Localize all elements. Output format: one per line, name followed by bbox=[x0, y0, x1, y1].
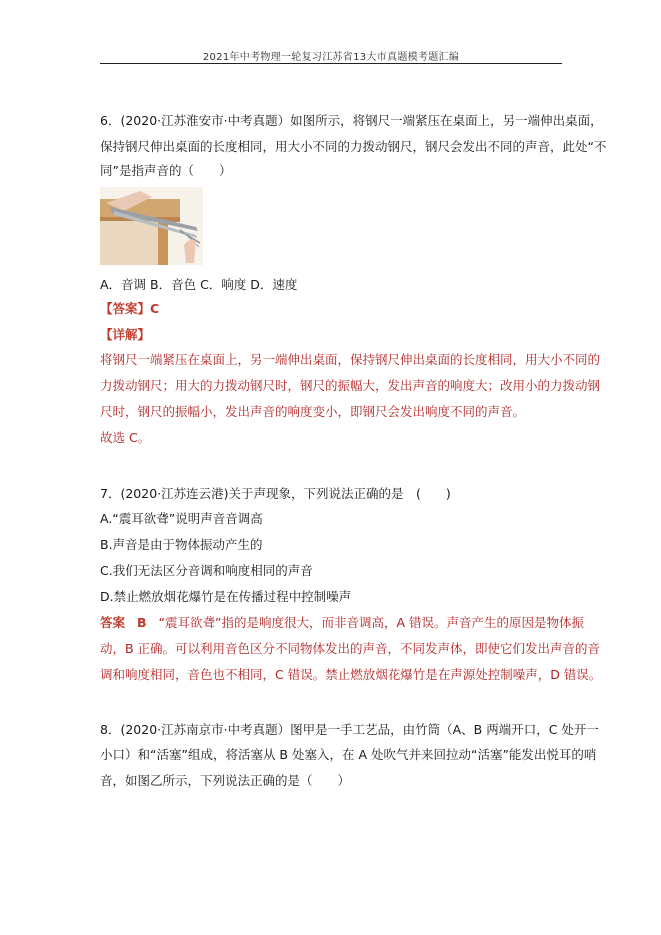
q6-detail-title: 【详解】 bbox=[100, 327, 151, 342]
q6-detail-line-1: 将钢尺一端紧压在桌面上，另一端伸出桌面，保持钢尺伸出桌面的长度相同，用大小不同的 bbox=[100, 352, 601, 367]
q6-answer: 【答案】C bbox=[100, 301, 160, 316]
q6-detail-line-3: 尺时，钢尺的振幅小，发出声音的响度变小，即钢尺会发出响度不同的声音。 bbox=[100, 404, 526, 419]
q7-option-c: C.我们无法区分音调和响度相同的声音 bbox=[100, 563, 313, 578]
ruler-on-table-figure bbox=[100, 187, 203, 265]
q7-answer-letter: B bbox=[137, 615, 147, 630]
q7-option-a: A.“震耳欲聋”说明声音音调高 bbox=[100, 511, 263, 526]
q7-answer-label: 答案 bbox=[100, 615, 126, 630]
q8-stem-line-2: 小口）和“活塞”组成，将活塞从 B 处塞入，在 A 处吹气并来回拉动“活塞”能发出悦耳的哨 bbox=[100, 747, 597, 762]
q8-stem-line-1: 8．(2020·江苏南京市·中考真题）图甲是一手工艺品，由竹筒（A、B 两端开口，C 处开一 bbox=[100, 722, 599, 737]
q8-stem-line-3: 音，如图乙所示，下列说法正确的是（ ） bbox=[100, 773, 351, 788]
header-rule bbox=[100, 63, 562, 64]
q7-option-d: D.禁止燃放烟花爆竹是在传播过程中控制噪声 bbox=[100, 589, 352, 604]
q6-conclusion: 故选 C。 bbox=[100, 430, 151, 445]
q7-explanation-line-2: 动，B 正确。可以利用音色区分不同物体发出的声音，不同发声体，即使它们发出声音的音 bbox=[100, 641, 601, 656]
q6-options: A．音调 B．音色 C．响度 D．速度 bbox=[100, 277, 298, 292]
q6-stem-line-1: 6．(2020·江苏淮安市·中考真题）如图所示，将钢尺一端紧压在桌面上，另一端伸出桌面， bbox=[100, 113, 603, 128]
page-header: 2021年中考物理一轮复习江苏省13大市真题模考题汇编 bbox=[202, 52, 460, 63]
q6-detail-line-2: 力拨动钢尺；用大的力拨动钢尺时，钢尺的振幅大，发出声音的响度大；改用小的力拨动钢 bbox=[100, 378, 601, 393]
q7-stem: 7．(2020·江苏连云港)关于声现象，下列说法正确的是 ( ) bbox=[100, 486, 451, 501]
q7-option-b: B.声音是由于物体振动产生的 bbox=[100, 537, 263, 552]
q7-explanation-text-1: “震耳欲聋”指的是响度很大，而非音调高，A 错误。声音产生的原因是物体振 bbox=[158, 615, 584, 630]
q7-explanation-line-1 bbox=[100, 615, 584, 631]
q6-stem-line-3: 同”是指声音的（ ） bbox=[100, 163, 232, 178]
q7-explanation-line-3: 调和响度相同，音色也不相同，C 错误。禁止燃放烟花爆竹是在声源处控制噪声，D 错误。 bbox=[100, 667, 602, 682]
q6-stem-line-2: 保持钢尺伸出桌面的长度相同，用大小不同的力拨动钢尺，钢尺会发出不同的声音，此处“不 bbox=[100, 139, 607, 154]
